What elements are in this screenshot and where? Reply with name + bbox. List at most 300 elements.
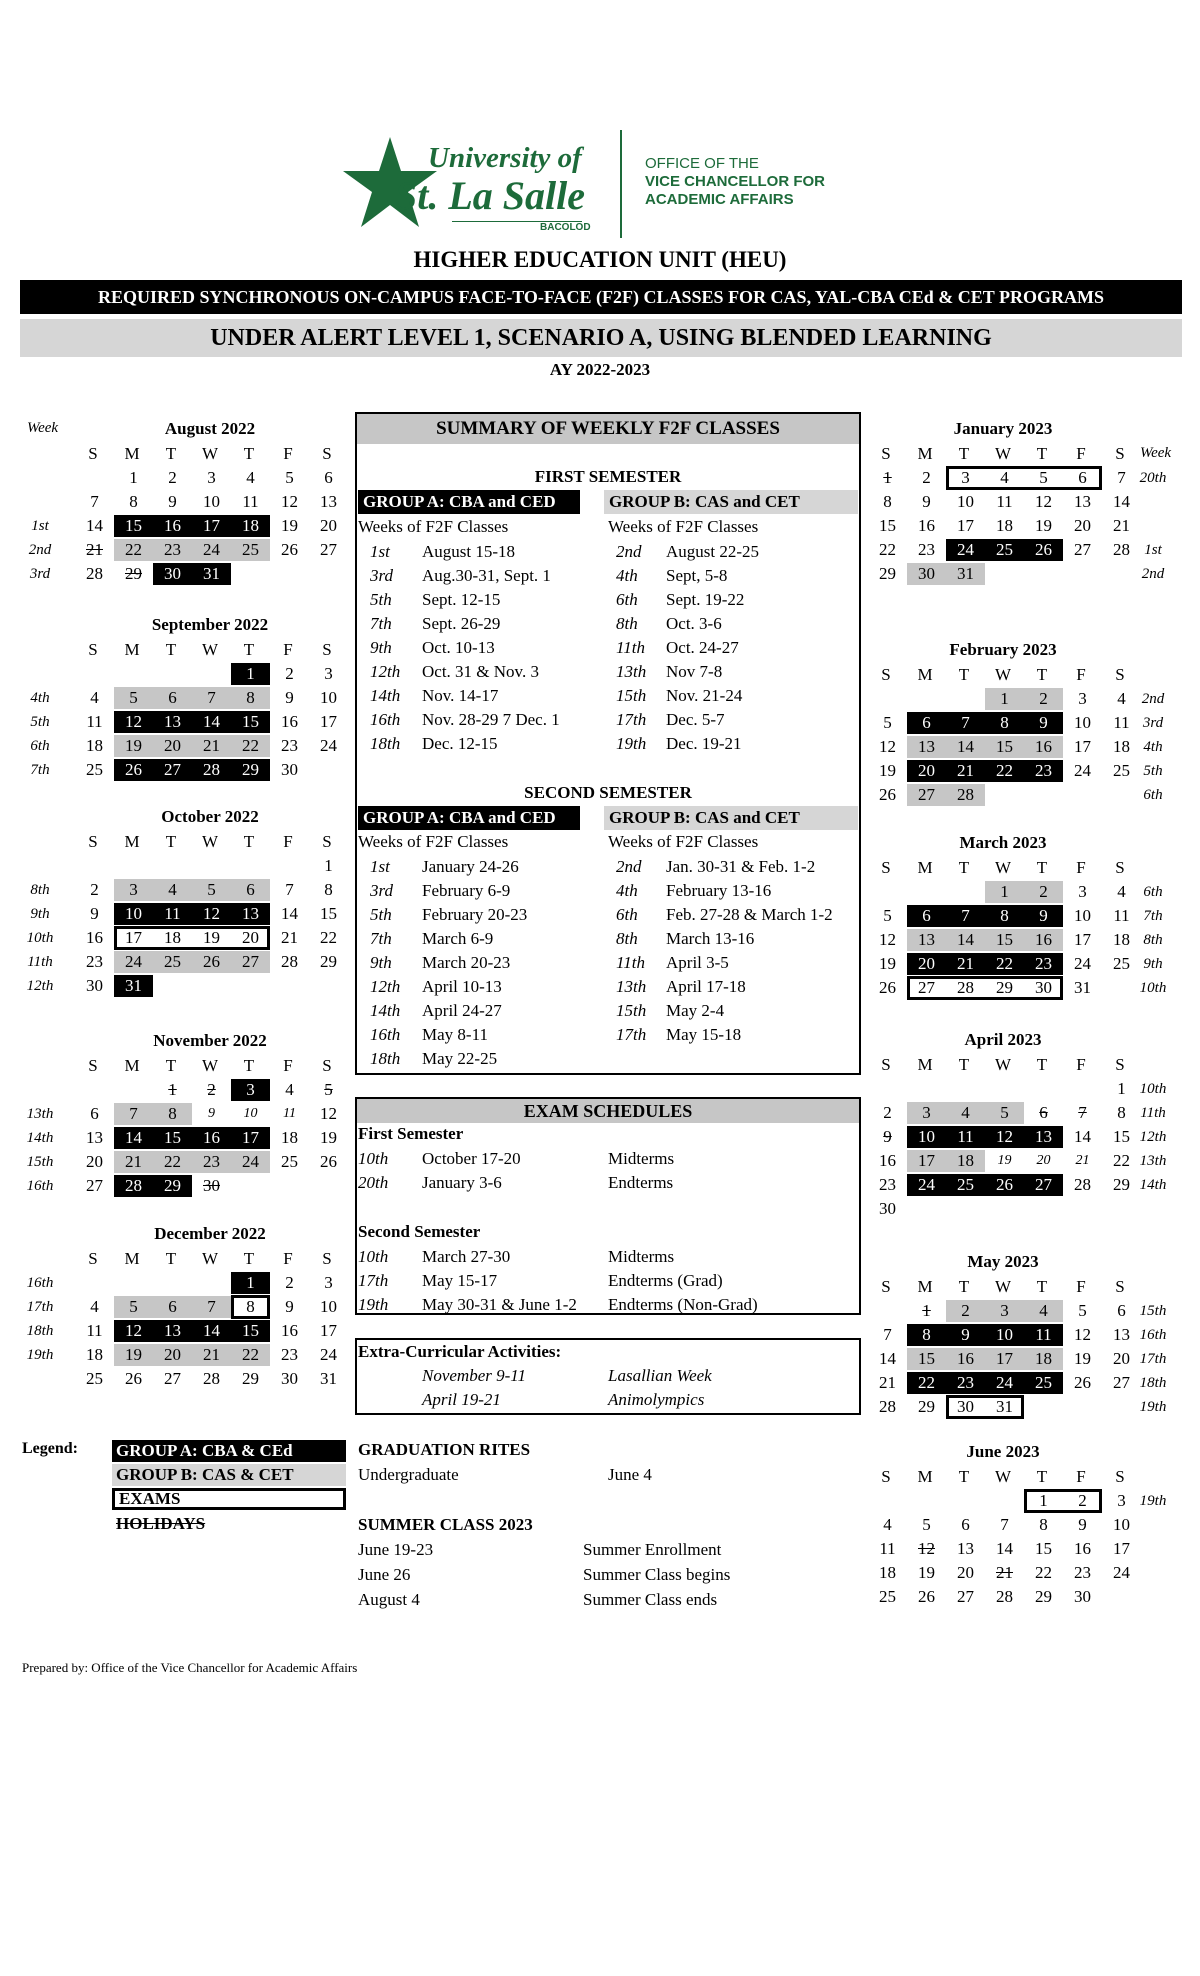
day-cell: 15 xyxy=(153,1127,192,1149)
day-cell: 4 xyxy=(246,468,255,487)
day-letter: W xyxy=(201,832,219,851)
footer-prepared-by: Prepared by: Office of the Vice Chancellor for Academic Affairs xyxy=(22,1660,358,1675)
sem1-group-a-header: GROUP A: CBA and CED xyxy=(358,490,580,514)
week-number: 18th xyxy=(1139,1375,1167,1391)
day-letter: T xyxy=(958,1277,970,1296)
exam-week: 10th xyxy=(358,1149,389,1168)
day-letter: M xyxy=(124,1056,140,1075)
day-cell: 28 xyxy=(946,784,985,806)
day-cell: 15 xyxy=(114,515,153,537)
summer-event: Summer Enrollment xyxy=(583,1540,722,1559)
week-number: 14th xyxy=(26,1130,54,1146)
summary-dates: March 20-23 xyxy=(422,953,511,972)
day-cell: 17 xyxy=(125,928,142,947)
summary-week: 11th xyxy=(616,953,645,972)
sem2-group-a-header: GROUP A: CBA and CED xyxy=(358,806,580,830)
day-cell: 30 xyxy=(1074,1587,1091,1606)
day-cell: 8 xyxy=(883,492,892,511)
day-cell: 11 xyxy=(86,712,103,731)
day-cell: 19 xyxy=(320,1128,337,1147)
day-letter: S xyxy=(881,858,891,877)
graduation-label: Undergraduate xyxy=(358,1465,459,1484)
first-semester-heading: FIRST SEMESTER xyxy=(534,467,682,486)
day-cell: 5 xyxy=(114,1296,153,1318)
summary-dates: May 15-18 xyxy=(666,1025,742,1044)
week-number: 11th xyxy=(27,954,53,970)
exam-week-box xyxy=(231,1295,270,1319)
day-cell: 16 xyxy=(1024,929,1063,951)
day-cell: 16 xyxy=(86,928,103,947)
logo-divider xyxy=(620,130,622,238)
day-cell: 13 xyxy=(231,903,270,925)
day-letter: F xyxy=(283,444,293,463)
exam-week: 17th xyxy=(358,1271,389,1290)
day-cell: 18 xyxy=(164,928,181,947)
summary-dates: Dec. 19-21 xyxy=(666,734,742,753)
day-cell: 21 xyxy=(946,760,985,782)
week-number: 7th xyxy=(1143,908,1163,924)
day-cell: 1 xyxy=(985,881,1024,903)
second-semester-heading: SECOND SEMESTER xyxy=(524,783,692,802)
graduation-date: June 4 xyxy=(608,1465,652,1484)
summary-dates: May 2-4 xyxy=(666,1001,725,1020)
day-cell: 6 xyxy=(153,687,192,709)
summary-dates: Nov. 28-29 7 Dec. 1 xyxy=(422,710,560,729)
day-letter: M xyxy=(917,1277,933,1296)
summary-week: 12th xyxy=(370,977,401,996)
legend-holidays: HOLIDAYS xyxy=(116,1514,206,1533)
day-letter: T xyxy=(243,444,255,463)
summary-dates: Oct. 10-13 xyxy=(422,638,495,657)
day-cell: 19 xyxy=(114,735,153,757)
day-cell: 9 xyxy=(1024,905,1063,927)
summary-week: 16th xyxy=(370,710,401,729)
day-cell: 20 xyxy=(242,928,259,947)
day-cell: 18 xyxy=(281,1128,298,1147)
day-cell: 15 xyxy=(879,516,896,535)
day-cell: 18 xyxy=(996,516,1013,535)
summary-week: 15th xyxy=(616,1001,647,1020)
week-number: 20th xyxy=(1139,470,1167,486)
university-logo xyxy=(340,130,860,242)
day-cell: 24 xyxy=(907,1174,946,1196)
day-cell: 22 xyxy=(907,1372,946,1394)
summary-week: 7th xyxy=(370,929,392,948)
day-cell: 31 xyxy=(996,1397,1013,1416)
day-cell: 9 xyxy=(946,1324,985,1346)
summary-dates: April 10-13 xyxy=(422,977,502,996)
exam-week-box xyxy=(114,926,270,950)
day-cell: 13 xyxy=(86,1128,103,1147)
day-cell: 21 xyxy=(192,1344,231,1366)
day-cell: 16 xyxy=(1074,1539,1091,1558)
summary-week: 18th xyxy=(370,1049,401,1068)
day-cell: 23 xyxy=(1024,760,1063,782)
day-cell: 22 xyxy=(1035,1563,1052,1582)
day-cell: 23 xyxy=(879,1175,896,1194)
day-cell: 15 xyxy=(985,929,1024,951)
extracurricular-title: Extra-Curricular Activities: xyxy=(358,1342,562,1361)
day-cell: 31 xyxy=(320,1369,337,1388)
day-cell: 21 xyxy=(192,735,231,757)
summer-date: August 4 xyxy=(358,1590,420,1609)
day-cell: 22 xyxy=(1113,1151,1130,1170)
day-letter: T xyxy=(1036,1277,1048,1296)
day-cell: 12 xyxy=(320,1104,337,1123)
week-number: 7th xyxy=(30,762,50,778)
day-cell: 6 xyxy=(1039,1103,1048,1122)
day-cell: 7 xyxy=(285,880,294,899)
day-letter: S xyxy=(88,832,98,851)
day-letter: T xyxy=(1036,1055,1048,1074)
summer-event: Summer Class begins xyxy=(583,1565,731,1584)
day-cell: 7 xyxy=(90,492,99,511)
day-cell: 12 xyxy=(1035,492,1052,511)
day-letter: M xyxy=(917,858,933,877)
summer-date: June 19-23 xyxy=(358,1540,434,1559)
week-number: 9th xyxy=(1143,956,1163,972)
day-cell: 31 xyxy=(192,563,231,585)
day-cell: 20 xyxy=(153,735,192,757)
day-cell: 24 xyxy=(320,736,337,755)
day-cell: 6 xyxy=(961,1515,970,1534)
summary-week: 6th xyxy=(616,905,638,924)
day-cell: 19 xyxy=(281,516,298,535)
day-cell: 22 xyxy=(231,735,270,757)
day-cell: 19 xyxy=(203,928,220,947)
day-cell: 29 xyxy=(879,564,896,583)
day-cell: 26 xyxy=(125,1369,142,1388)
day-cell: 6 xyxy=(907,905,946,927)
day-cell: 9 xyxy=(285,688,294,707)
summary-week: 7th xyxy=(370,614,392,633)
week-number: 4th xyxy=(30,690,50,706)
day-cell: 13 xyxy=(1074,492,1091,511)
day-cell: 22 xyxy=(231,1344,270,1366)
day-cell: 6 xyxy=(907,712,946,734)
summary-dates: Oct. 24-27 xyxy=(666,638,739,657)
day-cell: 12 xyxy=(192,903,231,925)
day-cell: 15 xyxy=(320,904,337,923)
day-cell: 25 xyxy=(879,1587,896,1606)
day-cell: 12 xyxy=(114,711,153,733)
summary-title: SUMMARY OF WEEKLY F2F CLASSES xyxy=(357,414,859,444)
day-cell: 7 xyxy=(946,905,985,927)
day-cell: 22 xyxy=(320,928,337,947)
sem2-group-b-header: GROUP B: CAS and CET xyxy=(604,806,858,830)
alert-level-bar: UNDER ALERT LEVEL 1, SCENARIO A, USING BLENDED LEARNING xyxy=(20,319,1182,357)
day-letter: S xyxy=(1115,1277,1125,1296)
day-cell: 16 xyxy=(153,515,192,537)
day-cell: 17 xyxy=(907,1150,946,1172)
day-cell: 17 xyxy=(320,1321,337,1340)
day-cell: 3 xyxy=(1078,882,1087,901)
summary-week: 16th xyxy=(370,1025,401,1044)
week-number: 19th xyxy=(1139,1399,1167,1415)
exam-dates: January 3-6 xyxy=(422,1173,502,1192)
summary-dates: April 3-5 xyxy=(666,953,729,972)
week-number: 18th xyxy=(26,1323,54,1339)
day-letter: M xyxy=(124,1249,140,1268)
day-cell: 3 xyxy=(907,1102,946,1124)
day-cell: 15 xyxy=(907,1348,946,1370)
exam-dates: March 27-30 xyxy=(422,1247,511,1266)
week-number: 2nd xyxy=(28,542,52,558)
summary-week: 14th xyxy=(370,686,401,705)
day-cell: 27 xyxy=(918,978,935,997)
day-cell: 4 xyxy=(1117,689,1126,708)
activity-name: Animolympics xyxy=(608,1390,705,1409)
day-cell: 30 xyxy=(203,1176,220,1195)
day-cell: 17 xyxy=(1113,1539,1130,1558)
day-letter: F xyxy=(283,832,293,851)
day-cell: 23 xyxy=(918,540,935,559)
exam-type: Endterms (Non-Grad) xyxy=(608,1295,758,1314)
week-number: 12th xyxy=(26,978,54,994)
day-letter: S xyxy=(88,640,98,659)
day-cell: 29 xyxy=(153,1175,192,1197)
sem2-group-a-weeks-label: Weeks of F2F Classes xyxy=(358,832,509,851)
day-cell: 13 xyxy=(320,492,337,511)
summary-week: 12th xyxy=(370,662,401,681)
week-number: 8th xyxy=(30,882,50,898)
day-cell: 13 xyxy=(1113,1325,1130,1344)
exam-type: Endterms xyxy=(608,1173,674,1192)
summary-week: 15th xyxy=(616,686,647,705)
day-letter: W xyxy=(994,1277,1012,1296)
day-cell: 2 xyxy=(1024,881,1063,903)
sem2-group-b-weeks-label: Weeks of F2F Classes xyxy=(608,832,759,851)
day-cell: 14 xyxy=(281,904,298,923)
day-cell: 21 xyxy=(281,928,298,947)
day-cell: 26 xyxy=(192,951,231,973)
day-cell: 18 xyxy=(1113,930,1130,949)
day-cell: 25 xyxy=(86,760,103,779)
summary-dates: February 6-9 xyxy=(422,881,511,900)
summary-week: 6th xyxy=(616,590,638,609)
day-cell: 18 xyxy=(879,1563,896,1582)
day-cell: 2 xyxy=(922,468,931,487)
day-cell: 30 xyxy=(281,1369,298,1388)
day-cell: 22 xyxy=(114,539,153,561)
day-cell: 22 xyxy=(879,540,896,559)
day-letter: S xyxy=(88,1056,98,1075)
logo-line-3: BACOLOD xyxy=(540,222,591,233)
day-cell: 25 xyxy=(1113,954,1130,973)
day-cell: 1 xyxy=(231,663,270,685)
day-cell: 17 xyxy=(320,712,337,731)
day-letter: M xyxy=(917,444,933,463)
day-cell: 17 xyxy=(1074,930,1091,949)
day-cell: 20 xyxy=(1036,1153,1051,1168)
day-cell: 11 xyxy=(86,1321,103,1340)
day-cell: 30 xyxy=(1035,978,1052,997)
day-cell: 8 xyxy=(1117,1103,1126,1122)
sem1-group-b-weeks-label: Weeks of F2F Classes xyxy=(608,517,759,536)
day-cell: 12 xyxy=(918,1539,935,1558)
day-cell: 30 xyxy=(879,1199,896,1218)
day-cell: 4 xyxy=(90,1297,99,1316)
exam-dates: May 30-31 & June 1-2 xyxy=(422,1295,577,1314)
day-letter: S xyxy=(322,444,332,463)
summary-dates: August 22-25 xyxy=(666,542,760,561)
day-cell: 18 xyxy=(946,1150,985,1172)
exam-second-semester: Second Semester xyxy=(358,1222,481,1241)
day-letter: F xyxy=(283,640,293,659)
day-cell: 30 xyxy=(153,563,192,585)
week-number: 1st xyxy=(31,518,49,534)
week-number: 5th xyxy=(30,714,50,730)
day-cell: 23 xyxy=(192,1151,231,1173)
summary-week: 3rd xyxy=(370,566,393,585)
day-cell: 12 xyxy=(1074,1325,1091,1344)
month-title: May 2023 xyxy=(967,1252,1039,1271)
day-cell: 5 xyxy=(192,879,231,901)
exam-type: Midterms xyxy=(608,1247,675,1266)
exam-week: 20th xyxy=(358,1173,389,1192)
summary-week: 1st xyxy=(370,542,390,561)
office-line-1: OFFICE OF THE xyxy=(645,155,759,172)
week-number: 10th xyxy=(1139,1081,1167,1097)
day-cell: 26 xyxy=(281,540,298,559)
day-cell: 25 xyxy=(86,1369,103,1388)
day-cell: 4 xyxy=(1024,1300,1063,1322)
day-cell: 13 xyxy=(907,736,946,758)
day-cell: 19 xyxy=(879,761,896,780)
month-title: June 2023 xyxy=(966,1442,1040,1461)
day-cell: 12 xyxy=(879,737,896,756)
academic-year: AY 2022-2023 xyxy=(549,360,651,379)
summary-week: 8th xyxy=(616,929,638,948)
summary-dates: Sept. 12-15 xyxy=(422,590,501,609)
day-cell: 23 xyxy=(86,952,103,971)
day-letter: S xyxy=(1115,665,1125,684)
summary-dates: Sept, 5-8 xyxy=(666,566,728,585)
day-cell: 9 xyxy=(90,904,99,923)
summary-dates: Dec. 12-15 xyxy=(422,734,498,753)
summary-week: 4th xyxy=(616,566,638,585)
summary-week: 2nd xyxy=(616,542,642,561)
summary-week: 17th xyxy=(616,710,647,729)
day-cell: 6 xyxy=(90,1104,99,1123)
day-letter: W xyxy=(994,665,1012,684)
week-number: 19th xyxy=(1139,1493,1167,1509)
summary-week: 8th xyxy=(616,614,638,633)
day-cell: 1 xyxy=(168,1080,177,1099)
day-cell: 9 xyxy=(1024,712,1063,734)
day-letter: S xyxy=(881,1055,891,1074)
day-letter: M xyxy=(917,1467,933,1486)
day-cell: 10 xyxy=(1074,713,1091,732)
summary-week: 4th xyxy=(616,881,638,900)
day-cell: 14 xyxy=(996,1539,1013,1558)
day-cell: 29 xyxy=(1113,1175,1130,1194)
day-cell: 11 xyxy=(153,903,192,925)
day-cell: 21 xyxy=(1113,516,1130,535)
day-cell: 14 xyxy=(1113,492,1130,511)
day-cell: 7 xyxy=(1000,1515,1009,1534)
day-letter: T xyxy=(165,832,177,851)
day-cell: 26 xyxy=(114,759,153,781)
day-letter: T xyxy=(243,1249,255,1268)
day-letter: T xyxy=(165,1056,177,1075)
day-cell: 6 xyxy=(1117,1301,1126,1320)
day-cell: 1 xyxy=(231,1272,270,1294)
day-cell: 31 xyxy=(114,975,153,997)
day-cell: 2 xyxy=(285,664,294,683)
day-cell: 12 xyxy=(985,1126,1024,1148)
day-cell: 28 xyxy=(192,759,231,781)
exam-week-box xyxy=(907,976,1063,1000)
day-cell: 24 xyxy=(192,539,231,561)
day-cell: 6 xyxy=(1078,468,1087,487)
day-letter: M xyxy=(917,1055,933,1074)
day-cell: 27 xyxy=(86,1176,103,1195)
day-cell: 6 xyxy=(231,879,270,901)
day-cell: 24 xyxy=(985,1372,1024,1394)
day-cell: 19 xyxy=(879,954,896,973)
day-cell: 19 xyxy=(1035,516,1052,535)
month-title: August 2022 xyxy=(164,419,256,438)
day-cell: 2 xyxy=(883,1103,892,1122)
summary-week: 13th xyxy=(616,662,647,681)
day-cell: 10 xyxy=(243,1106,258,1121)
day-cell: 26 xyxy=(1024,539,1063,561)
day-cell: 7 xyxy=(946,712,985,734)
day-cell: 21 xyxy=(996,1563,1013,1582)
day-cell: 27 xyxy=(231,951,270,973)
exam-dates: October 17-20 xyxy=(422,1149,521,1168)
day-cell: 24 xyxy=(1074,761,1091,780)
day-cell: 14 xyxy=(86,516,103,535)
day-cell: 3 xyxy=(207,468,216,487)
day-cell: 25 xyxy=(946,1174,985,1196)
summary-week: 13th xyxy=(616,977,647,996)
day-cell: 7 xyxy=(192,687,231,709)
week-number: 5th xyxy=(1143,763,1163,779)
summary-dates: Oct. 3-6 xyxy=(666,614,722,633)
day-cell: 26 xyxy=(879,978,896,997)
day-cell: 19 xyxy=(918,1563,935,1582)
day-cell: 23 xyxy=(281,736,298,755)
day-cell: 25 xyxy=(231,539,270,561)
summary-week: 2nd xyxy=(616,857,642,876)
summary-week: 1st xyxy=(370,857,390,876)
day-cell: 3 xyxy=(231,1079,270,1101)
day-letter: T xyxy=(958,444,970,463)
day-cell: 10 xyxy=(203,492,220,511)
day-letter: T xyxy=(243,1056,255,1075)
summary-dates: Nov. 14-17 xyxy=(422,686,499,705)
day-cell: 17 xyxy=(231,1127,270,1149)
day-cell: 8 xyxy=(129,492,138,511)
day-cell: 13 xyxy=(907,929,946,951)
day-cell: 29 xyxy=(125,564,142,583)
week-number: 2nd xyxy=(1141,566,1165,582)
day-cell: 18 xyxy=(231,515,270,537)
day-letter: S xyxy=(1115,1055,1125,1074)
day-letter: W xyxy=(201,444,219,463)
day-cell: 27 xyxy=(164,1369,181,1388)
day-cell: 12 xyxy=(879,930,896,949)
day-cell: 11 xyxy=(242,492,259,511)
day-cell: 6 xyxy=(324,468,333,487)
day-cell: 13 xyxy=(957,1539,974,1558)
day-cell: 8 xyxy=(985,712,1024,734)
day-letter: T xyxy=(1036,444,1048,463)
summary-week: 18th xyxy=(370,734,401,753)
logo-line-2: St. La Salle xyxy=(395,173,586,218)
